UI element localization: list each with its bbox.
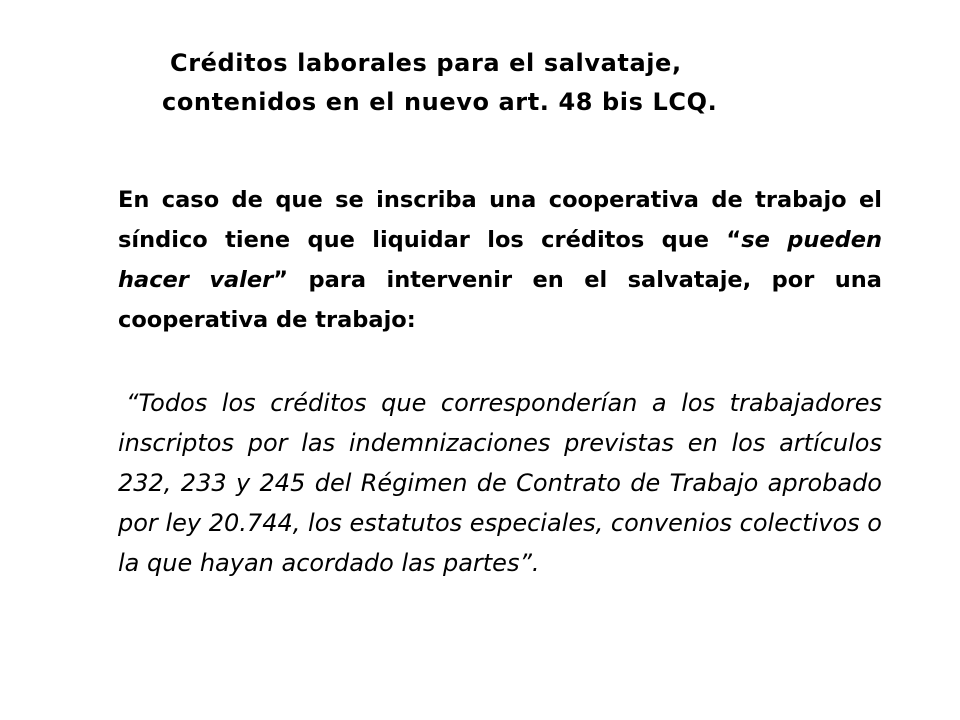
paragraph-text-start: En caso de que se inscriba una cooperativa de trabajo el síndico tiene que liquidar los créditos que “ (118, 187, 882, 253)
title-line-2: contenidos en el nuevo art. 48 bis LCQ. (162, 88, 718, 116)
paragraph-text-end: ” para intervenir en el salvataje, por una cooperativa de trabajo: (118, 267, 882, 333)
title-line-1: Créditos laborales para el salvataje, (170, 49, 682, 77)
paragraph-emphasis: se pueden hacer valer (118, 227, 882, 293)
slide-title (140, 44, 840, 122)
legal-quote: “Todos los créditos que corresponderían a los trabajadores inscriptos por las indemnizaciones previstas en los artículos 232, 233 y 245 del Régimen de Contrato de Trabajo aprobado por ley 20.744, los estatutos especiales, convenios colectivos o la que hayan acordado las partes”. (118, 389, 882, 577)
intro-paragraph (118, 180, 882, 340)
